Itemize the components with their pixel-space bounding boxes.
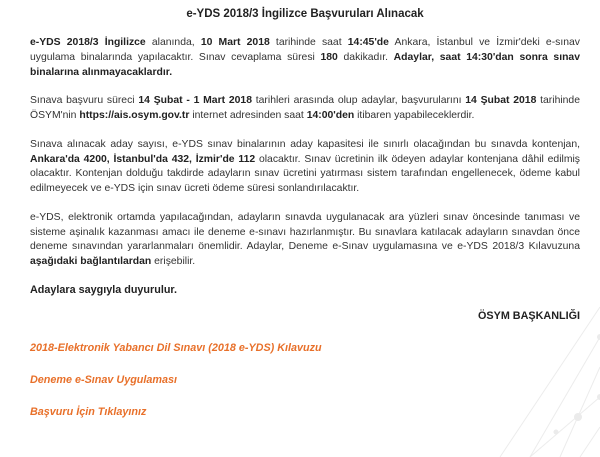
text: erişebilir. bbox=[151, 256, 196, 268]
text: tarihleri arasında olup adaylar, başvurularını bbox=[251, 95, 466, 107]
page-title: e-YDS 2018/3 İngilizce Başvuruları Alınacak bbox=[186, 8, 424, 20]
link-list bbox=[30, 342, 580, 418]
text: Sınava alınacak aday sayısı, e-YDS sınav binalarının aday kapasitesi ile sınırlı olacağından bu sınavda kontenjan, bbox=[30, 138, 580, 150]
application-time: 14:00'den bbox=[306, 110, 355, 122]
exam-name: e-YDS 2018/3 İngilizce bbox=[30, 37, 146, 48]
text: itibaren yapabileceklerdir. bbox=[354, 110, 475, 122]
announcement bbox=[30, 8, 580, 438]
text: internet adresinden saat bbox=[189, 110, 307, 122]
text: alanında, bbox=[145, 37, 201, 48]
exam-date: 10 Mart 2018 bbox=[200, 37, 270, 48]
entry-warning: Adaylar, saat 14:30'dan sonra sınav binalarına alınmayacaklardır. bbox=[30, 51, 580, 78]
paragraph-quota bbox=[30, 138, 580, 197]
paragraph-demo-exam bbox=[30, 211, 580, 270]
application-url: https://ais.osym.gov.tr bbox=[79, 110, 190, 122]
text: olacaktır. Sınav ücretinin ilk ödeyen adaylar kontenjana dâhil edilmiş olacaktır. Kontenjan dolduğu takdirde adayların sınav ücretini yatırması sistem tarafından engellenecek, ödeme kabul edilmeyecek ve e-YDS için sınav ücreti ödeme süresi sonlandırılacaktır. bbox=[30, 153, 580, 195]
signature: ÖSYM BAŞKANLIĞI bbox=[478, 309, 580, 322]
text: Ankara, İstanbul ve İzmir'deki e-sınav uygulama binalarında yapılacaktır. Sınav cevaplama süresi bbox=[30, 37, 581, 63]
paragraph-application bbox=[30, 94, 580, 124]
text: Sınava başvuru süreci bbox=[30, 95, 139, 107]
exam-time: 14:45'de bbox=[347, 37, 389, 48]
greeting: Adaylara saygıyla duyurulur. bbox=[30, 283, 178, 296]
text: e-YDS, elektronik ortamda yapılacağından, adayların sınavda uygulanacak ara yüzleri sınav öncesinde tanıması ve sisteme aşinalık kazanması amacı ile deneme e-sınavı hazırlanmıştır. Bu sınavlara katılacak adayların sınavdan önce deneme sınavından yararlanmaları önemlidir. Adaylar, Deneme e-Sınav uygulamasına ve e-YDS 2018/3 Kılavuzuna bbox=[30, 211, 580, 253]
links-reference: aşağıdaki bağlantılardan bbox=[30, 256, 152, 268]
exam-duration: 180 bbox=[320, 51, 338, 63]
application-period: 14 Şubat - 1 Mart 2018 bbox=[138, 95, 252, 107]
application-start: 14 Şubat 2018 bbox=[465, 95, 537, 107]
paragraph-exam-info bbox=[30, 36, 580, 80]
guide-link[interactable]: 2018-Elektronik Yabancı Dil Sınavı (2018 e-YDS) Kılavuzu bbox=[30, 341, 322, 354]
text: tarihinde saat bbox=[269, 37, 348, 48]
apply-link[interactable]: Başvuru İçin Tıklayınız bbox=[30, 405, 147, 418]
demo-exam-link[interactable]: Deneme e-Sınav Uygulaması bbox=[30, 373, 178, 386]
text: tarihinde ÖSYM'nin bbox=[30, 95, 580, 122]
text: dakikadır. bbox=[337, 51, 394, 63]
quota-values: Ankara'da 4200, İstanbul'da 432, İzmir'de 112 bbox=[30, 153, 256, 165]
